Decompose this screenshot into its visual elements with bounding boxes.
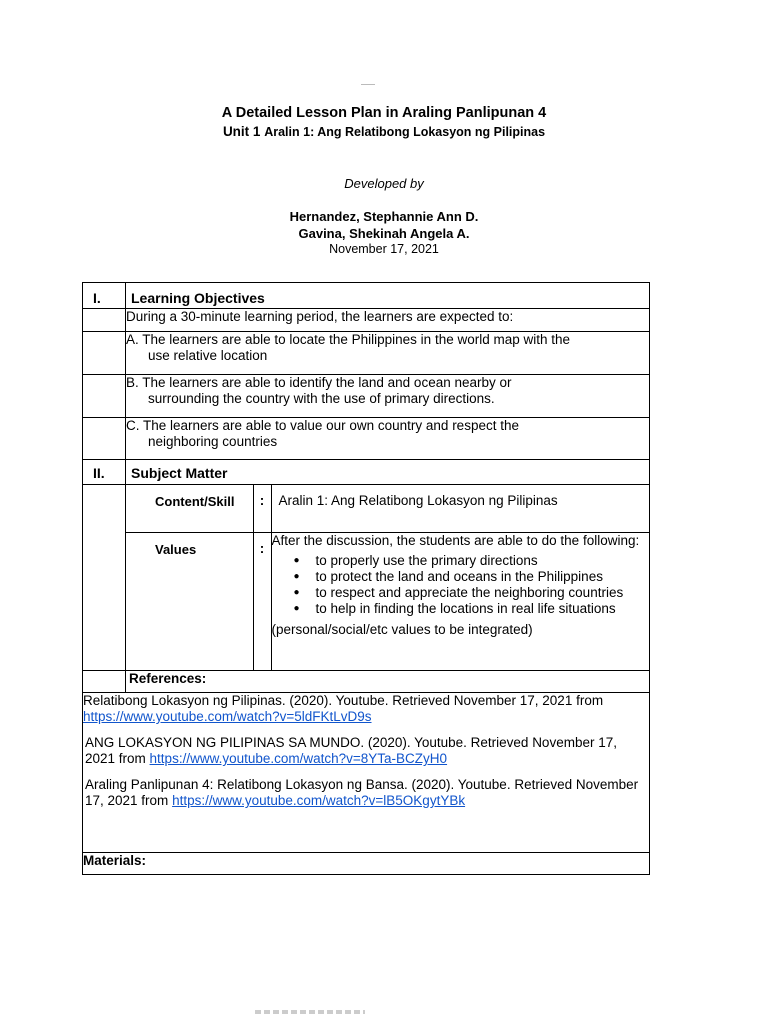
subject-matter-details [126,485,650,671]
colon: : [253,532,271,670]
objective-row [83,375,650,418]
reference-item [83,693,649,725]
objectives-intro-row [83,309,650,332]
author-1: Hernandez, Stephannie Ann D. [289,209,479,224]
section-title: Learning Objectives [126,283,650,309]
page-footer-mark [255,1010,365,1014]
list-item: ● to help in finding the locations in real life situations [316,601,650,617]
references-header-row [83,671,650,693]
objective-text-cont: neighboring countries [148,434,278,449]
reference-link[interactable]: https://www.youtube.com/watch?v=5ldFKtLvD9s [83,709,372,724]
content-skill-row [126,485,649,532]
references-list [83,693,650,853]
reference-link[interactable]: https://www.youtube.com/watch?v=8YTa-BCZyH0 [149,751,448,766]
lesson-title: A Detailed Lesson Plan in Araling Panlipunan 4 [221,105,547,121]
objective-text: A. The learners are able to locate the Philippines in the world map with the [126,332,571,347]
list-item: ● to respect and appreciate the neighboring countries [316,585,650,601]
list-item: ● to properly use the primary directions [316,553,650,569]
reference-text: Relatibong Lokasyon ng Pilipinas. (2020). Youtube. Retrieved November 17, 2021 from [83,693,604,708]
values-label: Values [155,541,197,557]
empty-cell [83,309,126,332]
objective-text-cont: surrounding the country with the use of primary directions. [148,391,495,406]
empty-cell [83,375,126,418]
references-row [83,693,650,853]
section-row-subject-matter [83,460,650,485]
section-number: I. [83,283,126,309]
developed-by: Developed by [344,176,424,191]
section-row-objectives [83,283,650,309]
subject-matter-table [126,485,649,670]
objective-row [83,332,650,375]
objective-text-cont: use relative location [148,348,268,363]
values-list [272,553,650,617]
lesson-plan-table [82,282,650,875]
objective-item [126,332,650,375]
values-row [126,532,649,670]
materials-header-row [83,853,650,875]
colon: : [253,485,271,532]
reference-link[interactable]: https://www.youtube.com/watch?v=lB5OKgytYBk [172,793,466,808]
objective-text: B. The learners are able to identify the land and ocean nearby or [126,375,512,390]
materials-label: Materials: [83,853,650,875]
reference-item [83,735,649,767]
objectives-intro: During a 30-minute learning period, the learners are expected to: [126,309,650,332]
values-intro: After the discussion, the students are able to do the following: [271,532,640,548]
unit-prefix: Unit 1 [222,124,261,139]
subject-matter-details-row [83,485,650,671]
objective-row [83,418,650,460]
section-title: Subject Matter [126,460,650,485]
references-label: References: [126,671,650,693]
document-date: November 17, 2021 [329,242,439,256]
author-2: Gavina, Shekinah Angela A. [298,226,470,241]
reference-text: Araling Panlipunan 4: Relatibong Lokasyon ng Bansa. (2020). Youtube. Retrieved November 17, 2021 from [85,777,639,808]
empty-cell [83,485,126,671]
content-skill-value: Aralin 1: Ang Relatibong Lokasyon ng Pilipinas [271,485,649,532]
empty-cell [83,671,126,693]
values-note: (personal/social/etc values to be integrated) [271,621,533,637]
values-content [271,532,649,670]
reference-item [83,777,649,809]
objective-item [126,375,650,418]
reference-text: ANG LOKASYON NG PILIPINAS SA MUNDO. (2020). Youtube. Retrieved November 17, 2021 from [85,735,617,766]
unit-title [0,124,768,139]
empty-cell [83,418,126,460]
objective-text: C. The learners are able to value our own country and respect the [126,418,519,433]
section-number: II. [83,460,126,485]
content-skill-label: Content/Skill [155,494,235,509]
page-top-mark [361,84,375,85]
objective-item [126,418,650,460]
list-item: ● to protect the land and oceans in the Philippines [316,569,650,585]
unit-name: Aralin 1: Ang Relatibong Lokasyon ng Pilipinas [264,125,546,139]
empty-cell [83,332,126,375]
